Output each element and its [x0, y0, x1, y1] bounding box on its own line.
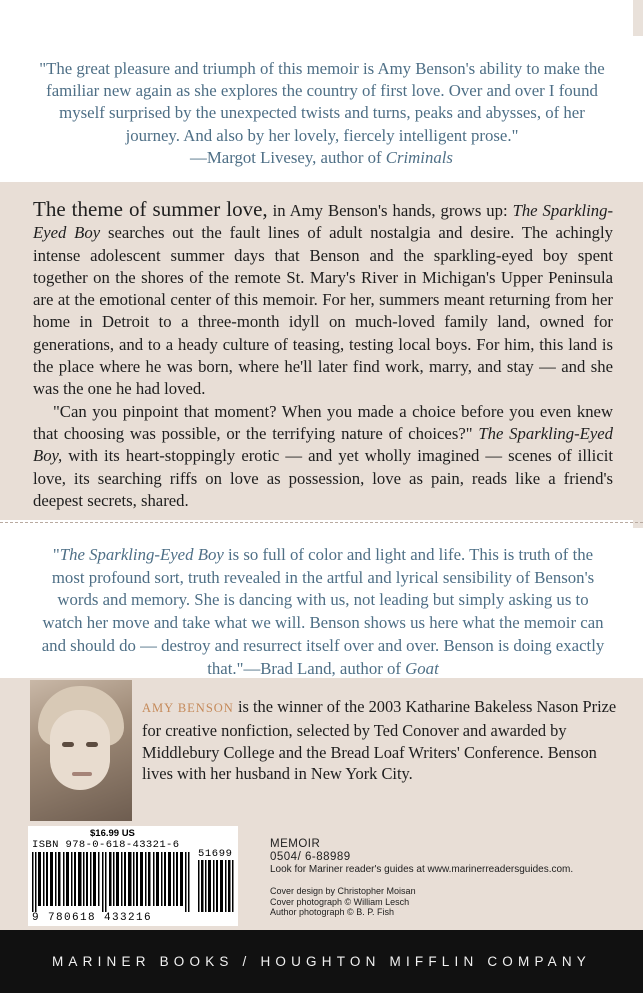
- cover-photo-credit: Cover photograph © William Lesch: [270, 896, 410, 907]
- isbn-label: ISBN 978-0-618-43321-6: [32, 839, 180, 851]
- publisher-footer: [0, 930, 643, 993]
- barcode-bars-addon: [198, 860, 234, 912]
- publishing-info: [270, 838, 573, 918]
- author-name: AMY BENSON: [142, 701, 234, 715]
- author-photo-credit: Author photograph © B. P. Fish: [270, 907, 395, 917]
- description-paragraph-1: The theme of summer love, in Amy Benson's hands, grows up: The Sparkling-Eyed Boy searches out the fault lines of adult nostalgia and desire. The achingly intense adolescent summer days that Benson and the sparkling-eyed boy spent together on the shores of the remote St. Mary's River in Michigan's Upper Peninsula are at the emotional center of this memoir. For her, summers meant returning from her home in Detroit to a three-month idyll on much-loved family land, owned for generations, and to a heady culture of teasing, testing local boys. For him, this land is the place where he was born, where he'll later find work, marry, and stay — and she was the one he had loved.: [33, 197, 614, 399]
- barcode-bars-main: [32, 852, 192, 912]
- cover-credits: [270, 886, 573, 918]
- description-text: [33, 198, 613, 512]
- blurb-quote-bottom: [0, 528, 643, 678]
- description-lead: The theme of summer love,: [33, 197, 268, 221]
- description-paragraph-2: "Can you pinpoint that moment? When you made a choice before you even knew that choosing was possible, or the terrifying nature of choices?" The Sparkling-Eyed Boy, with its heart-stoppingly erotic — and yet wholly imagined — scenes of illicit love, its searching riffs on love as possession, love as pain, reads like a friend's deepest secrets, shared.: [33, 401, 613, 510]
- barcode: [28, 826, 238, 926]
- blurb-text-top: "The great pleasure and triumph of this memoir is Amy Benson's ability to make the familiar new again as she explores the country of first love. Over and over I found myself surprised by the unexpected twists and turns, peaks and abysses, of her journey. And also by her lovely, fiercely intelligent prose.": [39, 59, 605, 145]
- blurb-text-bottom: "The Sparkling-Eyed Boy is so full of color and light and life. This is truth of the most profound sort, truth revealed in the artful and lyrical sensibility of Benson's words and memory. She is dancing with us, not leading but simply asking us to watch her move and take what we will. Benson shows us here what the memoir can and should do — destroy and resurrect itself over and over. Benson is doing exactly that."—Brad Land, author of Goat: [41, 545, 605, 678]
- readers-guide-note: Look for Mariner reader's guides at www.marinerreadersguides.com.: [270, 864, 574, 875]
- dashed-divider: [0, 522, 643, 523]
- blurb-quote-top: [0, 36, 643, 182]
- cover-design-credit: Cover design by Christopher Moisan: [270, 886, 416, 896]
- ean-number: 9 780618 433216: [32, 912, 153, 924]
- author-section: [0, 678, 643, 930]
- book-description: [0, 182, 643, 520]
- publisher-name: MARINER BOOKS / HOUGHTON MIFFLIN COMPANY: [51, 954, 592, 969]
- addon-code: 51699: [198, 848, 233, 860]
- category-label: MEMOIR: [270, 838, 321, 850]
- product-code: 0504/ 6-88989: [270, 851, 351, 863]
- price-label: $16.99 US: [90, 828, 135, 839]
- author-bio: AMY BENSON is the winner of the 2003 Katharine Bakeless Nason Prize for creative nonfiction, selected by Ted Conover and awarded by Middlebury College and the Bread Loaf Writers' Conference. Benson lives with her husband in New York City.: [142, 697, 617, 784]
- blurb-attribution-top: —Margot Livesey, author of Criminals: [190, 148, 453, 167]
- author-photo: [30, 680, 132, 821]
